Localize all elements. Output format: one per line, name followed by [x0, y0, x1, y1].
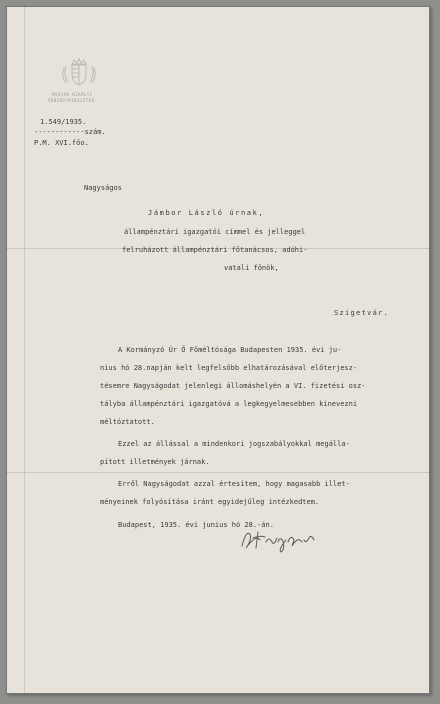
body-line: tésemre Nagyságodat jelenlegi állomáshelyén a VI. fizetési osz- [100, 382, 366, 390]
body-line: méltóztatott. [100, 418, 155, 426]
reference-szam: ------------szám. [34, 128, 106, 136]
letterhead-line: PÉNZÜGYMINISZTER [48, 98, 95, 103]
body-line: nius hó 28.napján kelt legfelsőbb elhatározásával előterjesz- [100, 364, 358, 372]
body-line: Erről Nagyságodat azzal értesítem, hogy magasabb illet- [118, 480, 350, 488]
recipient-line: vatali főnök, [224, 264, 279, 272]
body-line: tályba állampénztári igazgatóvá a legkegyelmesebben kinevezni [100, 400, 358, 408]
recipient-line: felruházott állampénztári főtanácsos, adóhi- [122, 246, 308, 254]
document-sheet [6, 6, 430, 694]
body-line: pított illetmények járnak. [100, 458, 210, 466]
body-line: Ezzel az állással a mindenkori jogszabályokkal megálla- [118, 440, 350, 448]
date-line: Budapest, 1935. évi junius hó 28.-án. [118, 521, 274, 529]
salutation: Nagyságos [84, 184, 122, 192]
recipient-name: Jámbor László úrnak, [148, 209, 265, 217]
fold-crease-horizontal [6, 472, 430, 473]
hungarian-crown-coat-of-arms-icon [58, 56, 100, 90]
body-line: A Kormányzó Úr Ő Főméltósága Budapesten 1935. évi ju- [118, 346, 342, 354]
fold-crease-vertical [24, 6, 25, 694]
reference-department: P.M. XVI.főo. [34, 139, 89, 147]
reference-number: 1.549/1935. [40, 118, 87, 126]
letterhead-line: MAGYAR KIRÁLYI [52, 92, 93, 97]
body-line: ményeinek folyósítása iránt egyidejűleg intézkedtem. [100, 498, 320, 506]
handwritten-signature-icon [236, 520, 326, 554]
place: Szigetvár. [334, 309, 390, 317]
recipient-line: állampénztári igazgatói címmel és jelleggel [124, 228, 306, 236]
